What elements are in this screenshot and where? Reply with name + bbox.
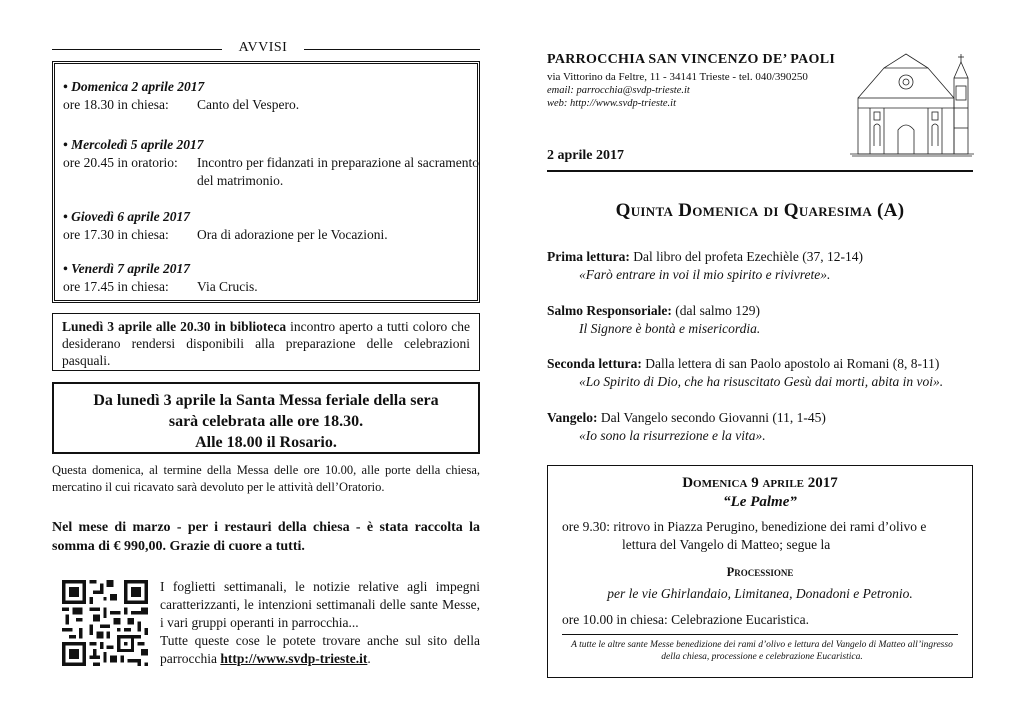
reading-item — [547, 302, 977, 338]
event-time: ore 18.30 in chiesa: — [63, 97, 169, 112]
avvisi-rule-right — [304, 49, 480, 50]
event-desc: Via Crucis. — [197, 279, 258, 294]
foglietti-end: . — [367, 651, 371, 666]
palme-box — [547, 465, 973, 678]
event-desc: Incontro per fidanzati in preparazione al sacramento del matrimonio. — [197, 155, 479, 188]
avvisi-rule-left — [52, 49, 222, 50]
reading-text: Dal Vangelo secondo Giovanni (11, 1-45) — [597, 410, 826, 425]
messa-line-1: Da lunedì 3 aprile la Santa Messa feriale della sera — [93, 392, 439, 409]
bulletin-date: 2 aprile 2017 — [547, 148, 624, 163]
event-time: ore 17.30 in chiesa: — [63, 227, 169, 242]
event-date: • Domenica 2 aprile 2017 — [63, 79, 205, 94]
palme-ore-930-cont: lettura del Vangelo di Matteo; segue la — [622, 537, 831, 552]
reading-head: Seconda lettura: — [547, 356, 642, 371]
messa-notice — [52, 382, 480, 454]
qr-code — [62, 580, 148, 666]
messa-line-2: sarà celebrata alle ore 18.30. — [168, 413, 364, 430]
palme-ore-1000: ore 10.00 in chiesa: Celebrazione Eucaristica. — [562, 612, 810, 627]
website-link[interactable]: http://www.svdp-trieste.it — [220, 651, 368, 666]
event-item — [63, 260, 479, 296]
avvisi-title: AVVISI — [222, 40, 304, 56]
messa-line-3: Alle 18.00 il Rosario. — [195, 434, 337, 451]
biblioteca-lead: Lunedì 3 aprile alle 20.30 in biblioteca — [62, 319, 287, 334]
biblioteca-text: incontro aperto a tutti coloro che desiderano rendersi disponibili alla preparazione delle celebrazioni pasquali. — [62, 319, 471, 368]
church-drawing — [850, 48, 974, 158]
event-item — [63, 136, 479, 190]
parish-web: web: http://www.svdp-trieste.it — [547, 98, 677, 109]
parish-name: PARROCCHIA SAN VINCENZO DE’ PAOLI — [547, 52, 836, 67]
reading-item — [547, 409, 977, 445]
event-time: ore 17.45 in chiesa: — [63, 279, 169, 294]
processione-heading: Processione — [726, 565, 794, 579]
palme-note: A tutte le altre sante Messe benedizione dei rami d’olivo e lettura del Vangelo di Matteo all’ingresso della chiesa, processione e celebrazione Eucaristica. — [571, 640, 953, 662]
reading-text: Dal libro del profeta Ezechièle (37, 12-14) — [629, 249, 863, 264]
page-title: Quinta Domenica di Quaresima (A) — [615, 200, 905, 221]
event-desc: Canto del Vespero. — [197, 97, 300, 112]
event-desc: Ora di adorazione per le Vocazioni. — [197, 227, 388, 242]
reading-head: Vangelo: — [547, 410, 598, 425]
event-item — [63, 78, 479, 114]
reading-item — [547, 355, 977, 391]
reading-quote: Il Signore è bontà e misericordia. — [579, 321, 761, 336]
event-date: • Mercoledì 5 aprile 2017 — [63, 137, 204, 152]
foglietti-text — [160, 578, 480, 668]
processione-route: per le vie Ghirlandaio, Limitanea, Donadoni e Petronio. — [607, 586, 913, 601]
restauri-notice: Nel mese di marzo - per i restauri della chiesa - è stata raccolta la somma di € 990,00. Grazie di cuore a tutti. — [52, 520, 480, 554]
mercatino-notice: Questa domenica, al termine della Messa delle ore 10.00, alle porte della chiesa, mercatino il cui ricavato sarà devoluto per le attività dell’Oratorio. — [52, 463, 480, 494]
avvisi-box — [52, 61, 480, 303]
reading-text: Dalla lettera di san Paolo apostolo ai Romani (8, 8-11) — [641, 356, 940, 371]
parish-address: via Vittorino da Feltre, 11 - 34141 Trieste - tel. 040/390250 — [547, 71, 808, 83]
reading-head: Prima lettura: — [547, 249, 630, 264]
reading-quote: «Io sono la risurrezione e la vita». — [579, 428, 766, 443]
event-date: • Venerdì 7 aprile 2017 — [63, 261, 190, 276]
foglietti-para-2: Tutte queste cose le potete trovare anche sul sito della parrocchia — [160, 633, 480, 666]
reading-quote: «Lo Spirito di Dio, che ha risuscitato Gesù dai morti, abita in voi». — [579, 374, 944, 389]
palme-ore-930: ore 9.30: ritrovo in Piazza Perugino, benedizione dei rami d’olivo e — [562, 519, 927, 534]
reading-item — [547, 248, 977, 284]
reading-quote: «Farò entrare in voi il mio spirito e rivivrete». — [579, 267, 831, 282]
header-rule — [547, 170, 973, 172]
biblioteca-notice — [52, 313, 480, 371]
reading-text: (dal salmo 129) — [671, 303, 760, 318]
reading-head: Salmo Responsoriale: — [547, 303, 672, 318]
palme-separator — [562, 634, 958, 635]
event-date: • Giovedì 6 aprile 2017 — [63, 209, 190, 224]
palme-subtitle: “Le Palme” — [723, 494, 797, 510]
event-item — [63, 208, 479, 244]
foglietti-para-1: I foglietti settimanali, le notizie relative agli impegni caratterizzanti, le intenzioni settimanali delle sante Messe, i vari gruppi operanti in parrocchia... — [160, 579, 480, 630]
event-time: ore 20.45 in oratorio: — [63, 155, 178, 170]
parish-email: email: parrocchia@svdp-trieste.it — [547, 85, 690, 96]
palme-title: Domenica 9 aprile 2017 — [682, 475, 838, 491]
